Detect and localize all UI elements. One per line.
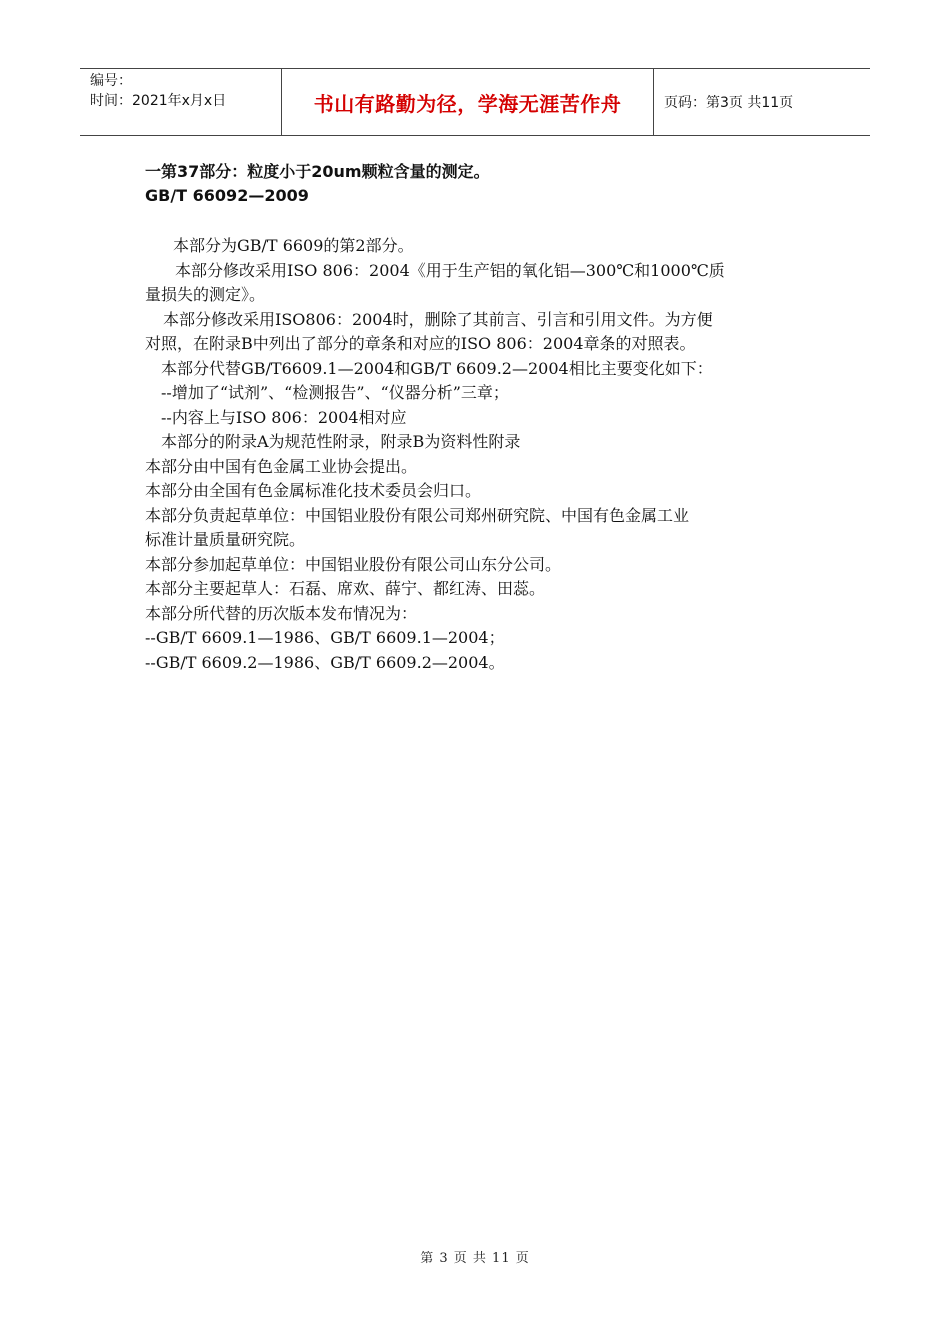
page-header <box>80 68 870 136</box>
section-title: 一第37部分：粒度小于20um颗粒含量的测定。 <box>145 162 490 181</box>
standard-number: GB/T 66092—2009 <box>145 186 309 205</box>
list-item: --GB/T 6609.2—1986、GB/T 6609.2—2004。 <box>145 652 505 672</box>
number-label: 编号： <box>90 73 132 89</box>
paragraph-line: 本部分参加起草单位：中国铝业股份有限公司山东分公司。 <box>145 554 562 574</box>
paragraph-line: 对照，在附录B中列出了部分的章条和对应的ISO 806：2004章条的对照表。 <box>145 334 696 353</box>
paragraph-line: 本部分代替GB/T6609.1—2004和GB/T 6609.2—2004相比主要变化如下： <box>161 358 713 378</box>
spacer <box>145 208 810 234</box>
paragraph-line: 量损失的测定》。 <box>145 285 266 304</box>
paragraph-line: 本部分为GB/T 6609的第2部分。 <box>173 236 414 255</box>
header-meta <box>80 69 282 135</box>
paragraph-line: 本部分由中国有色金属工业协会提出。 <box>145 456 418 476</box>
paragraph-line: 本部分修改采用ISO806：2004时，删除了其前言、引言和引用文件。为方便 <box>163 309 713 329</box>
paragraph-line: 本部分修改采用ISO 806：2004《用于生产铝的氧化铝—300℃和1000℃质 <box>175 260 725 280</box>
document-body <box>145 160 810 675</box>
page-info-text: 页码：第3页 共11页 <box>664 95 794 111</box>
list-item: --GB/T 6609.1—1986、GB/T 6609.1—2004； <box>145 628 505 647</box>
paragraph-line: 本部分的附录A为规范性附录，附录B为资料性附录 <box>161 432 521 451</box>
header-motto-cell <box>282 69 654 135</box>
motto-text: 书山有路勤为径，学海无涯苦作舟 <box>313 91 622 116</box>
paragraph-line: 本部分由全国有色金属标准化技术委员会归口。 <box>145 481 482 500</box>
page-footer: 第 3 页 共 11 页 <box>420 1251 530 1266</box>
header-page-info <box>654 69 870 135</box>
paragraph-line: 标准计量质量研究院。 <box>145 530 306 549</box>
paragraph-line: 本部分负责起草单位：中国铝业股份有限公司郑州研究院、中国有色金属工业 <box>145 505 690 525</box>
list-item: --内容上与ISO 806：2004相对应 <box>161 407 407 427</box>
time-label: 时间：2021年x月x日 <box>90 93 227 109</box>
list-item: --增加了“试剂”、“检测报告”、“仪器分析”三章； <box>161 383 509 402</box>
paragraph-line: 本部分所代替的历次版本发布情况为： <box>145 603 418 623</box>
paragraph-line: 本部分主要起草人：石磊、席欢、薛宁、都红涛、田蕊。 <box>145 579 546 598</box>
